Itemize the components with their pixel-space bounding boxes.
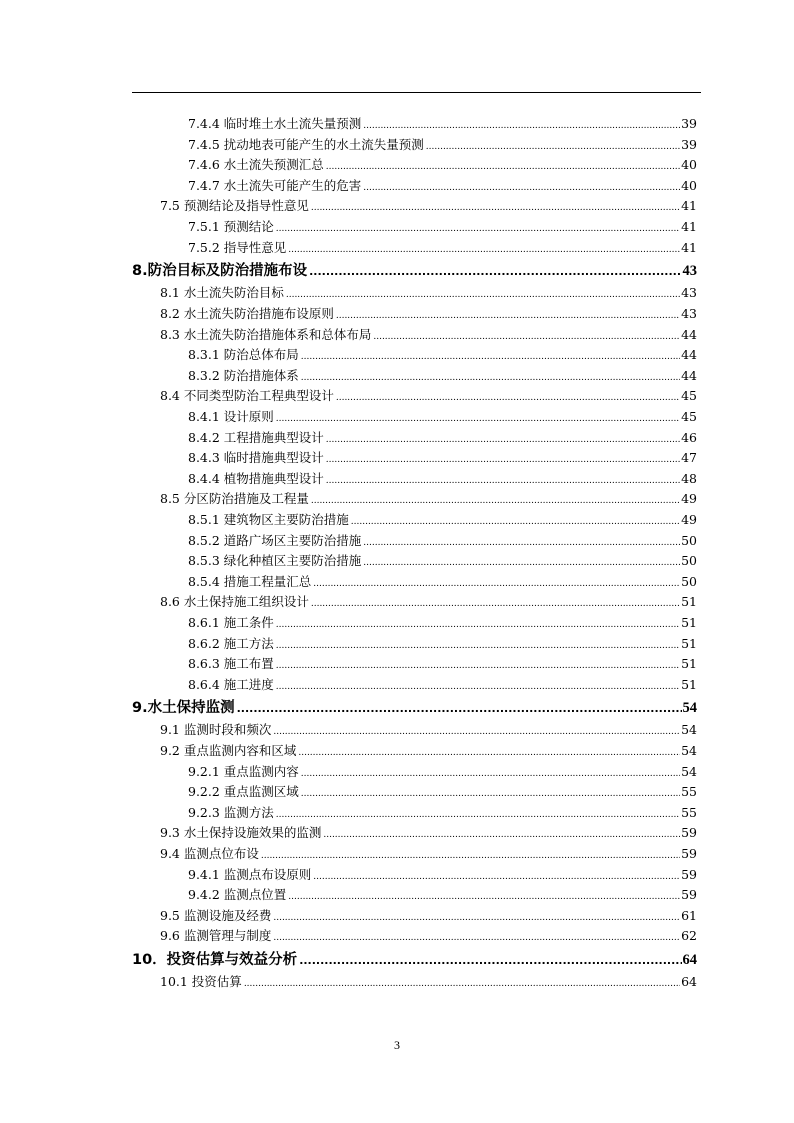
toc-leader-dots: [326, 450, 680, 470]
toc-entry[interactable]: [188, 654, 697, 674]
toc-entry-title: 7.4.6 水土流失预测汇总: [188, 157, 324, 173]
toc-entry-page: 45: [681, 408, 697, 424]
toc-entry-page: 41: [681, 219, 697, 234]
toc-entry-page: 47: [681, 450, 697, 466]
toc-entry[interactable]: [188, 114, 697, 134]
toc-entry-page: 49: [681, 511, 697, 527]
toc-leader-dots: [326, 471, 680, 491]
toc-entry-title: 8.6.4 施工进度: [188, 676, 274, 692]
toc-leader-dots: [363, 533, 680, 553]
toc-entry-page: 51: [681, 594, 697, 610]
toc-leader-dots: [288, 887, 680, 907]
toc-entry-title: 8.3.2 防治措施体系: [188, 367, 299, 383]
toc-entry-page: 44: [681, 326, 697, 342]
toc-leader-dots: [288, 240, 680, 260]
toc-leader-dots: [276, 219, 680, 239]
toc-entry[interactable]: [160, 720, 697, 740]
toc-leader-dots: [309, 262, 681, 282]
toc-entry-page: 39: [681, 116, 697, 131]
toc-entry[interactable]: [188, 238, 697, 258]
toc-entry-page: 62: [681, 928, 697, 944]
toc-entry-title: 9.4.1 监测点布设原则: [188, 866, 312, 882]
toc-leader-dots: [261, 846, 680, 866]
toc-entry-title: 9.4.2 监测点位置: [188, 887, 287, 903]
toc-entry[interactable]: [188, 469, 697, 489]
toc-leader-dots: [286, 285, 680, 305]
toc-entry-page: 54: [681, 763, 697, 779]
toc-entry-title: 7.4.4 临时堆土水土流失量预测: [188, 116, 362, 131]
toc-entry-page: 59: [681, 825, 697, 841]
toc-leader-dots: [323, 825, 680, 845]
toc-entry[interactable]: [188, 551, 697, 571]
toc-entry-page: 44: [681, 367, 697, 383]
toc-entry-page: 46: [681, 429, 697, 445]
toc-entry[interactable]: [188, 366, 697, 386]
toc-entry-title: 9.2 重点监测内容和区域: [160, 743, 297, 758]
toc-leader-dots: [276, 409, 680, 429]
toc-entry-page: 54: [681, 743, 697, 758]
toc-leader-dots: [373, 327, 680, 347]
toc-leader-dots: [311, 594, 680, 614]
toc-entry-title: 8.5.3 绿化种植区主要防治措施: [188, 553, 362, 569]
toc-entry-title: 8.1 水土流失防治目标: [160, 285, 284, 301]
toc-entry[interactable]: [188, 407, 697, 427]
toc-entry-page: 40: [681, 157, 697, 173]
toc-entry-title: 9.水土保持监测: [132, 699, 235, 716]
toc-entry-page: 41: [681, 198, 697, 214]
toc-leader-dots: [244, 974, 680, 994]
toc-leader-dots: [326, 430, 680, 450]
toc-entry[interactable]: [132, 698, 697, 718]
toc-leader-dots: [313, 574, 680, 594]
toc-leader-dots: [311, 198, 680, 218]
toc-entry-page: 64: [681, 974, 697, 990]
toc-leader-dots: [273, 928, 680, 948]
toc-entry[interactable]: [160, 823, 697, 843]
toc-entry-title: 8.5.2 道路广场区主要防治措施: [188, 532, 362, 548]
toc-entry-page: 51: [681, 635, 697, 651]
toc-entry-title: 8.2 水土流失防治措施布设原则: [160, 305, 334, 321]
toc-entry[interactable]: [160, 592, 697, 612]
toc-entry[interactable]: [160, 926, 697, 946]
toc-leader-dots: [336, 388, 680, 408]
toc-entry-title: 8.6.2 施工方法: [188, 635, 274, 651]
toc-entry-page: 39: [681, 136, 697, 152]
toc-entry-title: 7.5.1 预测结论: [188, 219, 274, 234]
header-rule: [132, 92, 701, 93]
toc-entry-title: 8.4.2 工程措施典型设计: [188, 429, 324, 445]
toc-leader-dots: [237, 699, 682, 719]
toc-entry[interactable]: [188, 135, 697, 155]
toc-entry-page: 49: [681, 491, 697, 507]
toc-entry-page: 61: [681, 907, 697, 923]
toc-entry[interactable]: [160, 304, 697, 324]
toc-leader-dots: [301, 347, 680, 367]
toc-leader-dots: [336, 306, 680, 326]
toc-entry-page: 51: [681, 676, 697, 692]
toc-entry-title: 9.1 监测时段和频次: [160, 722, 272, 738]
toc-entry[interactable]: [188, 448, 697, 468]
toc-entry-title: 8.6 水土保持施工组织设计: [160, 594, 309, 610]
toc-entry[interactable]: [132, 950, 697, 970]
toc-entry-title: 9.5 监测设施及经费: [160, 907, 272, 923]
toc-entry-title: 9.6 监测管理与制度: [160, 928, 272, 944]
toc-entry-title: 8.6.3 施工布置: [188, 656, 274, 672]
toc-leader-dots: [311, 491, 680, 511]
toc-entry-page: 64: [682, 951, 697, 968]
toc-leader-dots: [276, 805, 680, 825]
toc-entry[interactable]: [188, 782, 697, 802]
toc-entry-page: 50: [681, 573, 697, 589]
toc-entry-title: 8.4 不同类型防治工程典型设计: [160, 388, 334, 404]
toc-entry[interactable]: [160, 386, 697, 406]
toc-entry-page: 44: [681, 347, 697, 363]
toc-entry[interactable]: [188, 885, 697, 905]
toc-entry-title: 7.5 预测结论及指导性意见: [160, 198, 309, 214]
toc-leader-dots: [299, 951, 681, 971]
toc-entry[interactable]: [188, 865, 697, 885]
toc-entry[interactable]: [160, 283, 697, 303]
toc-entry-title: 7.4.5 扰动地表可能产生的水土流失量预测: [188, 136, 424, 152]
toc-entry-page: 43: [681, 305, 697, 321]
toc-entry-title: 9.2.3 监测方法: [188, 804, 274, 820]
toc-entry-title: 8.防治目标及防治措施布设: [132, 262, 308, 279]
toc-leader-dots: [276, 656, 680, 676]
toc-entry-title: 10.1 投资估算: [160, 974, 242, 990]
toc-leader-dots: [276, 636, 680, 656]
toc-entry[interactable]: [188, 428, 697, 448]
toc-entry-page: 41: [681, 239, 697, 255]
toc-entry-page: 50: [681, 532, 697, 548]
toc-entry[interactable]: [160, 196, 697, 216]
toc-entry-title: 8.6.1 施工条件: [188, 614, 274, 630]
toc-entry[interactable]: [132, 261, 697, 281]
toc-leader-dots: [363, 553, 680, 573]
toc-entry-title: 9.4 监测点位布设: [160, 846, 259, 861]
toc-entry[interactable]: [188, 345, 697, 365]
toc-entry-page: 59: [681, 846, 697, 861]
toc-entry[interactable]: [188, 217, 697, 237]
toc-leader-dots: [276, 677, 680, 697]
toc-leader-dots: [313, 867, 680, 887]
toc-leader-dots: [298, 743, 680, 763]
toc-entry-title: 8.5.4 措施工程量汇总: [188, 573, 312, 589]
toc-entry-page: 54: [682, 699, 697, 716]
toc-entry[interactable]: [188, 572, 697, 592]
page-number: 3: [394, 1038, 400, 1052]
toc-entry-page: 50: [681, 553, 697, 569]
toc-leader-dots: [273, 908, 680, 928]
toc-leader-dots: [326, 157, 680, 177]
toc-entry-title: 8.4.3 临时措施典型设计: [188, 450, 324, 466]
toc-entry-title: 8.3 水土流失防治措施体系和总体布局: [160, 326, 372, 342]
toc-entry-page: 55: [681, 784, 697, 800]
toc-entry-title: 8.5.1 建筑物区主要防治措施: [188, 511, 349, 527]
toc-entry-title: 9.2.1 重点监测内容: [188, 763, 299, 779]
toc-entry[interactable]: [160, 325, 697, 345]
toc-entry[interactable]: [188, 176, 697, 196]
toc-entry-page: 51: [681, 656, 697, 672]
toc-entry-page: 48: [681, 470, 697, 486]
toc-entry[interactable]: [188, 531, 697, 551]
toc-leader-dots: [276, 615, 680, 635]
toc-entry-page: 40: [681, 177, 697, 193]
toc-entry-page: 54: [681, 722, 697, 738]
toc-leader-dots: [301, 784, 680, 804]
toc-leader-dots: [351, 512, 680, 532]
toc-entry[interactable]: [160, 489, 697, 509]
toc-entry[interactable]: [160, 906, 697, 926]
toc-entry-title: 8.5 分区防治措施及工程量: [160, 491, 309, 507]
toc-entry[interactable]: [188, 155, 697, 175]
toc-entry-page: 43: [682, 262, 697, 279]
toc-entry[interactable]: [188, 510, 697, 530]
toc-entry-title: 9.2.2 重点监测区域: [188, 784, 299, 800]
toc-leader-dots: [301, 764, 680, 784]
toc-leader-dots: [301, 368, 680, 388]
toc-entry[interactable]: [188, 675, 697, 695]
toc-entry-page: 59: [681, 866, 697, 882]
toc-entry[interactable]: [188, 803, 697, 823]
toc-entry-page: 45: [681, 388, 697, 404]
toc-entry-title: 8.3.1 防治总体布局: [188, 347, 299, 363]
toc-entry[interactable]: [188, 613, 697, 633]
toc-entry-title: 7.5.2 指导性意见: [188, 239, 287, 255]
toc-entry-title: 8.4.4 植物措施典型设计: [188, 470, 324, 486]
toc-entry-page: 43: [681, 285, 697, 301]
toc-entry-title: 8.4.1 设计原则: [188, 408, 274, 424]
toc-entry-title: 10．投资估算与效益分析: [132, 951, 298, 968]
toc-leader-dots: [273, 722, 680, 742]
toc-entry[interactable]: [160, 741, 697, 761]
toc-entry-page: 51: [681, 614, 697, 630]
toc-entry-page: 55: [681, 804, 697, 820]
toc-entry-title: 9.3 水土保持设施效果的监测: [160, 825, 322, 841]
toc-entry[interactable]: [160, 972, 697, 992]
toc-entry-title: 7.4.7 水土流失可能产生的危害: [188, 177, 362, 193]
toc-entry-page: 59: [681, 887, 697, 903]
toc-leader-dots: [363, 178, 680, 198]
toc-entry[interactable]: [160, 844, 697, 864]
toc-leader-dots: [426, 137, 680, 157]
toc-entry[interactable]: [188, 634, 697, 654]
toc-entry[interactable]: [188, 762, 697, 782]
toc-leader-dots: [363, 116, 680, 136]
